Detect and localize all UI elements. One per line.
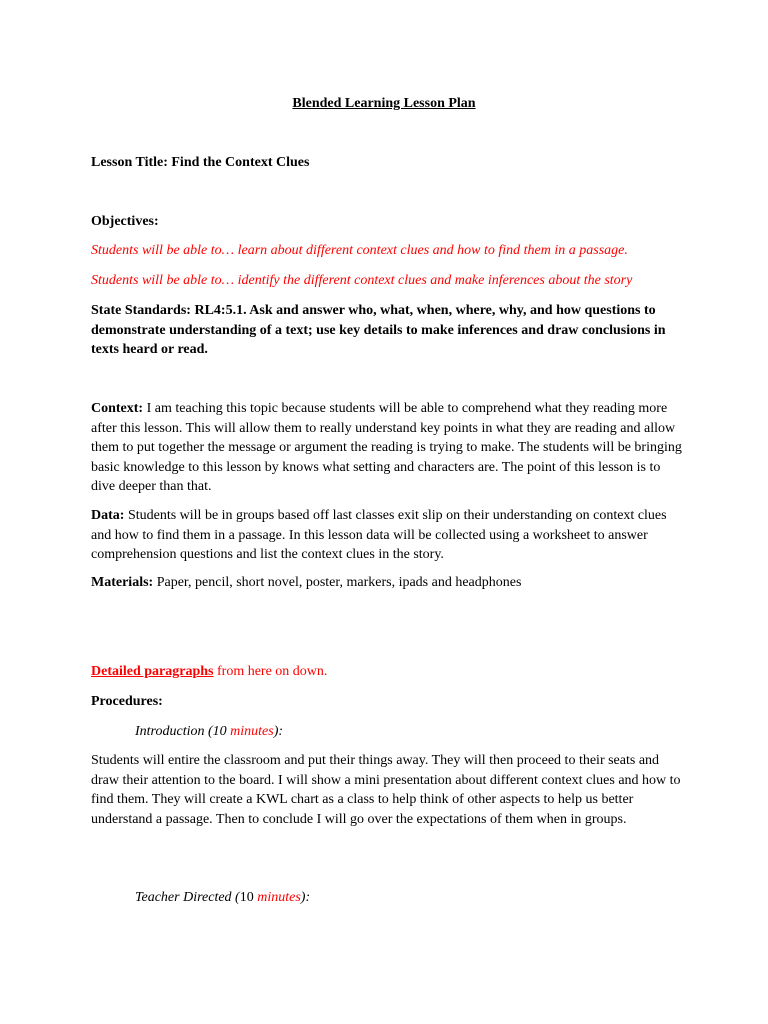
teacher-close: ): bbox=[300, 890, 311, 905]
intro-label: Introduction (10 bbox=[135, 724, 231, 739]
state-standards: State Standards: RL4:5.1. Ask and answer who, what, when, where, why, and how questions to demonstrate understanding of a text; use key details to make inferences and draw conclusions in texts heard or read. bbox=[91, 303, 666, 357]
context-text: I am teaching this topic because students will be able to comprehend what they reading more after this lesson. This will allow them to really understand key points in what they are reading and allow them to put together the message or argument the reading is trying to make. The students will be bringing basic knowledge to this lesson by knows what setting and characters are. The point of this lesson is to dive deeper than that. bbox=[91, 401, 682, 494]
introduction-paragraph: Students will entire the classroom and put their things away. They will then proceed to their seats and draw their attention to the board. I will show a mini presentation about different context clues and how to find them. They will create a KWL chart as a class to help think of other aspects to help us better understand a passage. Then to conclude I will go over the expectations of them when in groups. bbox=[91, 753, 681, 827]
detailed-label: Detailed paragraphs bbox=[91, 664, 214, 679]
data-text: Students will be in groups based off last classes exit slip on their understanding on context clues and how to find them in a passage. In this lesson data will be collected using a worksheet to answer comprehension questions and list the context clues in the story. bbox=[91, 508, 667, 562]
teacher-minutes: minutes bbox=[257, 890, 301, 905]
data-paragraph bbox=[91, 506, 685, 565]
materials-label: Materials: bbox=[91, 575, 154, 590]
procedures-heading: Procedures: bbox=[91, 694, 163, 709]
materials-paragraph bbox=[91, 573, 691, 593]
context-paragraph bbox=[91, 399, 685, 497]
lesson-title: Lesson Title: Find the Context Clues bbox=[91, 155, 310, 170]
introduction-heading bbox=[135, 722, 735, 742]
detailed-note bbox=[91, 662, 691, 682]
teacher-label: Teacher Directed ( bbox=[135, 890, 240, 905]
document-title: Blended Learning Lesson Plan bbox=[292, 96, 476, 111]
objectives-heading: Objectives: bbox=[91, 214, 159, 229]
objective-2: Students will be able to… identify the different context clues and make inferences about the story bbox=[91, 273, 633, 288]
objective-1: Students will be able to… learn about different context clues and how to find them in a passage. bbox=[91, 243, 628, 258]
teacher-directed-heading bbox=[135, 888, 735, 908]
data-label: Data: bbox=[91, 508, 125, 523]
teacher-number: 10 bbox=[239, 890, 258, 905]
materials-text: Paper, pencil, short novel, poster, markers, ipads and headphones bbox=[153, 575, 522, 590]
detailed-text: from here on down. bbox=[213, 664, 328, 679]
intro-minutes: minutes bbox=[230, 724, 274, 739]
intro-close: ): bbox=[273, 724, 284, 739]
context-label: Context: bbox=[91, 401, 144, 416]
